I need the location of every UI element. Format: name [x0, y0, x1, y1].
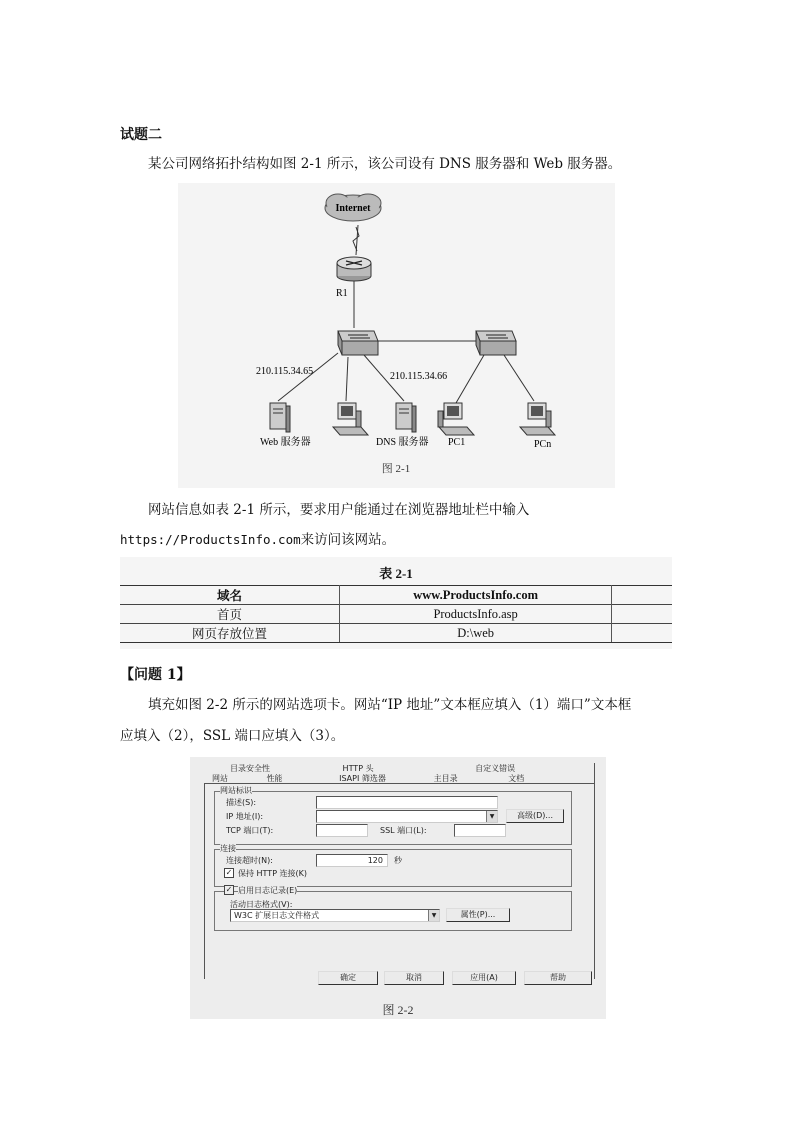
cancel-button[interactable]: 取消	[384, 971, 444, 985]
desc-label: 描述(S):	[226, 798, 257, 807]
pcn-label: PCn	[534, 439, 552, 450]
dns-server-label: DNS 服务器	[376, 437, 429, 448]
router-icon	[337, 257, 371, 281]
cell-location-value: D:\web	[339, 624, 611, 643]
cell-home-label: 首页	[120, 605, 339, 624]
pc1-link	[456, 355, 484, 403]
advanced-button[interactable]: 高级(D)...	[506, 809, 564, 823]
tab-home-directory[interactable]: 主目录	[433, 774, 458, 783]
log-format-value: W3C 扩展日志文件格式	[234, 911, 320, 920]
question1-title: 【问题 1】	[120, 667, 191, 683]
dns-server-icon	[396, 403, 416, 432]
tab-isapi-filters[interactable]: ISAPI 筛选器	[339, 774, 386, 783]
timeout-value: 120	[367, 856, 383, 865]
pc1-icon	[438, 403, 474, 435]
group-connection-title: 连接	[220, 844, 236, 853]
desc-input[interactable]	[316, 796, 498, 809]
table-row	[120, 624, 672, 643]
topology-diagram	[178, 183, 615, 488]
chevron-down-icon: ▼	[428, 910, 439, 921]
tcp-port-label: TCP 端口(T):	[226, 826, 274, 835]
web-server-label: Web 服务器	[260, 437, 311, 448]
pcn-link	[504, 355, 534, 401]
log-format-select[interactable]	[230, 909, 440, 922]
help-button[interactable]: 帮助	[524, 971, 592, 985]
apply-button[interactable]: 应用(A)	[452, 971, 516, 985]
tab-website[interactable]: 网站	[212, 774, 228, 783]
cell-location-label: 网页存放位置	[120, 624, 339, 643]
pc-icon	[333, 403, 368, 435]
switch-icon-left	[338, 331, 378, 355]
question1-line2: 应填入（2），SSL 端口应填入（3）。	[120, 728, 345, 744]
cloud-label: Internet	[335, 203, 371, 214]
figure-site-properties-dialog	[190, 757, 606, 1019]
tcp-port-input[interactable]	[316, 824, 368, 837]
table-row	[120, 605, 672, 624]
tab-custom-errors[interactable]: 自定义错误	[475, 764, 516, 773]
header-domain: 域名	[120, 586, 339, 605]
router-label: R1	[336, 288, 348, 299]
logging-label: 启用日志记录(E)	[238, 886, 298, 895]
logging-checkbox[interactable]: ✓	[225, 885, 233, 894]
question1-line1: 填充如图 2-2 所示的网站选项卡。网站“IP 地址”文本框应填入（1）端口”文本框	[148, 697, 632, 713]
timeout-input[interactable]	[316, 854, 388, 867]
dns-ip-label: 210.115.34.66	[390, 371, 448, 382]
timeout-unit: 秒	[394, 856, 402, 865]
pc-link	[346, 357, 348, 401]
ip-address-select[interactable]	[316, 810, 498, 823]
website-info-paragraph: 网站信息如表 2-1 所示，要求用户能通过在浏览器地址栏中输入	[148, 502, 530, 518]
intro-paragraph: 某公司网络拓扑结构如图 2-1 所示，该公司设有 DNS 服务器和 Web 服务器。	[148, 156, 622, 172]
tab-performance[interactable]: 性能	[266, 774, 283, 783]
log-format-label: 活动日志格式(V):	[230, 900, 293, 909]
pcn-icon	[520, 403, 555, 435]
web-ip-label: 210.115.34.65	[256, 366, 314, 377]
tab-http-headers[interactable]: HTTP 头	[342, 764, 374, 773]
table-header-row	[120, 586, 672, 605]
web-server-icon	[270, 403, 290, 432]
pc1-label: PC1	[448, 437, 466, 448]
url-paragraph	[120, 530, 395, 550]
chevron-down-icon: ▼	[486, 811, 497, 822]
table-website-info	[120, 557, 672, 649]
info-table	[120, 585, 672, 643]
ip-label: IP 地址(I):	[226, 812, 264, 821]
log-properties-button[interactable]: 属性(P)...	[446, 908, 510, 922]
section-title: 试题二	[120, 127, 162, 143]
url-paragraph-rest: 来访问该网站。	[300, 532, 396, 548]
keepalive-label: 保持 HTTP 连接(K)	[238, 869, 308, 878]
site-url: https://ProductsInfo.com	[120, 532, 301, 547]
ssl-port-label: SSL 端口(L):	[380, 826, 427, 835]
group-site-identification-title: 网站标识	[220, 786, 252, 795]
keepalive-checkbox[interactable]: ✓	[225, 868, 233, 877]
table-caption: 表 2-1	[379, 566, 413, 581]
timeout-label: 连接超时(N):	[226, 856, 273, 865]
figure-network-topology	[178, 183, 615, 488]
figure1-caption: 图 2-1	[381, 463, 411, 475]
header-domain-value: www.ProductsInfo.com	[339, 586, 611, 605]
tab-documents[interactable]: 文档	[508, 774, 525, 783]
ssl-port-input[interactable]	[454, 824, 506, 837]
cell-home-value: ProductsInfo.asp	[339, 605, 611, 624]
figure2-caption: 图 2-2	[382, 1003, 414, 1017]
web-link	[278, 353, 338, 401]
ok-button[interactable]: 确定	[318, 971, 378, 985]
tab-directory-security[interactable]: 目录安全性	[230, 764, 270, 773]
switch-icon-right	[476, 331, 516, 355]
